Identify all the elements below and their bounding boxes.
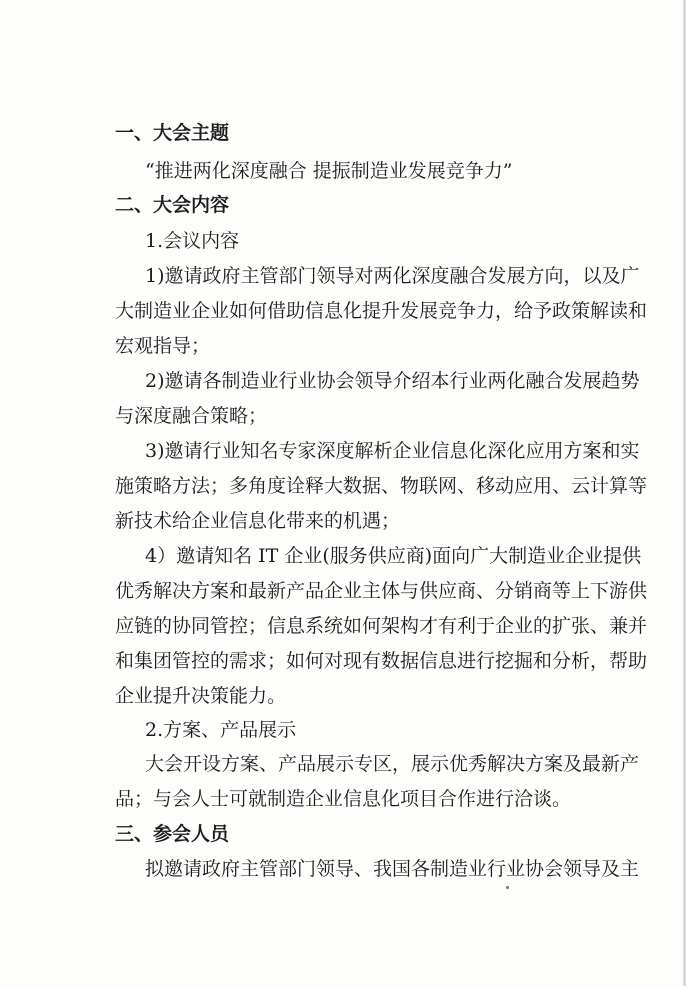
section-heading-content: 二、大会内容 <box>115 194 230 216</box>
item-1-line-2: 大制造业企业如何借助信息化提升发展竞争力，给予政策解读和 <box>115 300 648 322</box>
section-heading-attendees: 三、参会人员 <box>115 823 230 845</box>
showcase-line-1: 大会开设方案、产品展示专区，展示优秀解决方案及最新产 <box>145 753 640 775</box>
item-2-line-1: 2)邀请各制造业行业协会领导介绍本行业两化融合发展趋势 <box>145 370 640 392</box>
item-4-line-3: 应链的协同管控；信息系统如何架构才有利于企业的扩张、兼并 <box>115 615 648 637</box>
attendees-line-1: 拟邀请政府主管部门领导、我国各制造业行业协会领导及主 <box>145 858 640 880</box>
subheading-product-showcase: 2.方案、产品展示 <box>145 719 297 741</box>
item-4-line-1: 4）邀请知名 IT 企业(服务供应商)面向广大制造业企业提供 <box>145 545 642 567</box>
item-3-line-3: 新技术给企业信息化带来的机遇； <box>115 510 401 532</box>
item-3-line-1: 3)邀请行业知名专家深度解析企业信息化深化应用方案和实 <box>145 440 640 462</box>
item-2-line-2: 与深度融合策略； <box>115 405 268 427</box>
section-heading-theme: 一、大会主题 <box>115 122 230 144</box>
item-4-line-4: 和集团管控的需求；如何对现有数据信息进行挖掘和分析，帮助 <box>115 650 648 672</box>
item-3-line-2: 施策略方法；多角度诠释大数据、物联网、移动应用、云计算等 <box>115 475 648 497</box>
showcase-line-2: 品；与会人士可就制造企业信息化项目合作进行洽谈。 <box>115 788 572 810</box>
scan-speck <box>506 886 509 889</box>
item-4-line-5: 企业提升决策能力。 <box>115 685 287 707</box>
subheading-meeting-content: 1.会议内容 <box>145 230 240 252</box>
item-1-line-3: 宏观指导； <box>115 335 211 357</box>
conference-theme: “推进两化深度融合 提振制造业发展竞争力” <box>145 160 513 182</box>
item-1-line-1: 1)邀请政府主管部门领导对两化深度融合发展方向，以及广 <box>145 265 640 287</box>
item-4-line-2: 优秀解决方案和最新产品企业主体与供应商、分销商等上下游供 <box>115 580 648 602</box>
